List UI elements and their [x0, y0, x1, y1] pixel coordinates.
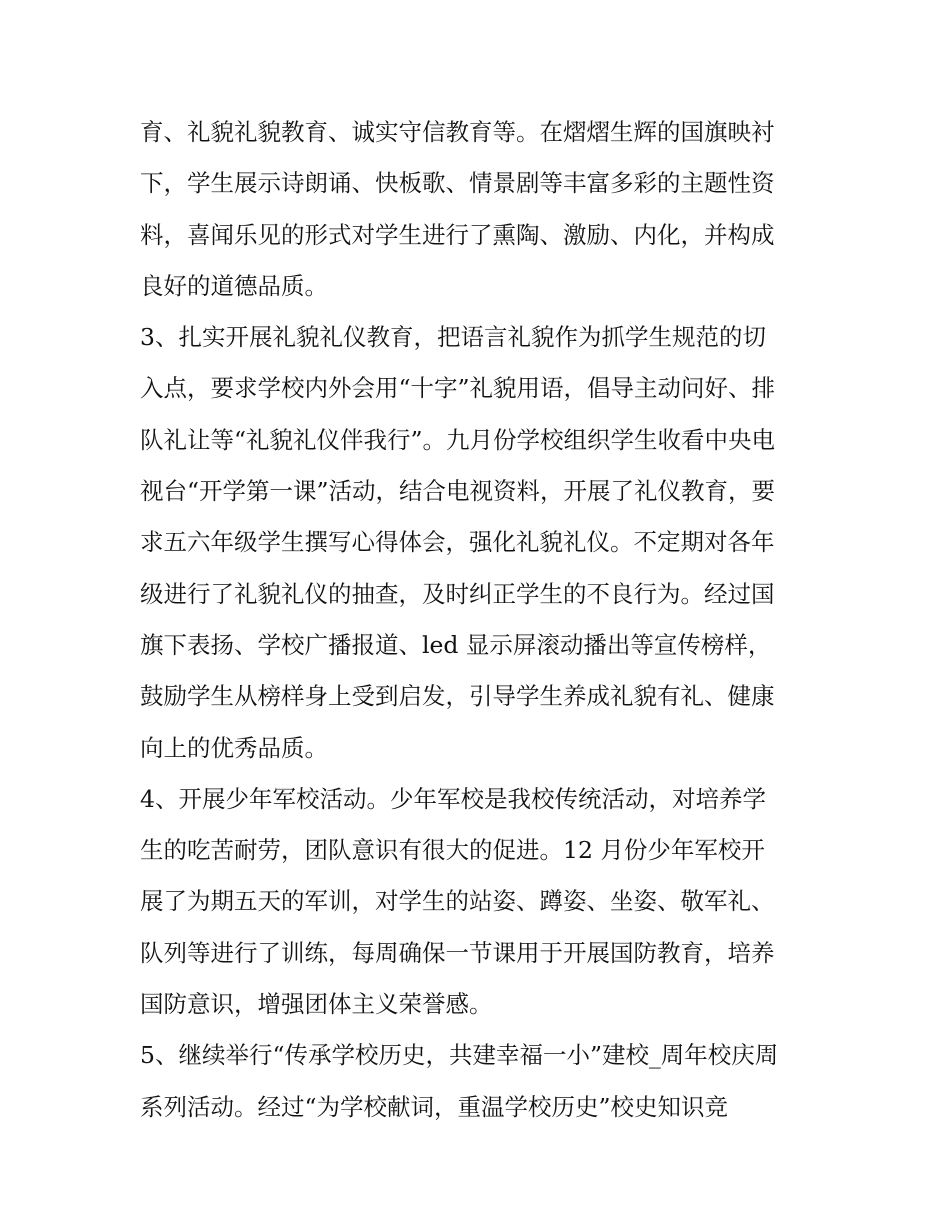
text-line: 队列等进行了训练，每周确保一节课用于开展国防教育，培养	[140, 938, 775, 967]
text-line: 4、开展少年军校活动。少年军校是我校传统活动，对培养学	[140, 784, 766, 813]
text-line: 系列活动。经过“为学校献词，重温学校历史”校史知识竞	[140, 1092, 729, 1121]
text-line: 旗下表扬、学校广播报道、led 显示屏滚动播出等宣传榜样，	[140, 630, 772, 659]
text-line: 鼓励学生从榜样身上受到启发，引导学生养成礼貌有礼、健康	[140, 682, 775, 711]
document-body	[140, 107, 820, 1133]
paragraph-school-anniversary	[140, 1030, 820, 1133]
text-line: 良好的道德品质。	[140, 271, 328, 300]
text-line: 队礼让等“礼貌礼仪伴我行”。九月份学校组织学生收看中央电	[140, 425, 776, 454]
text-line: 入点，要求学校内外会用“十字”礼貌用语，倡导主动问好、排	[140, 374, 776, 403]
text-line: 生的吃苦耐劳，团队意识有很大的促进。12 月份少年军校开	[140, 836, 765, 865]
text-line: 3、扎实开展礼貌礼仪教育，把语言礼貌作为抓学生规范的切	[140, 323, 766, 352]
text-line: 育、礼貌礼貌教育、诚实守信教育等。在熠熠生辉的国旗映衬	[140, 118, 775, 146]
text-line: 级进行了礼貌礼仪的抽查，及时纠正学生的不良行为。经过国	[140, 579, 775, 608]
text-line: 料，喜闻乐见的形式对学生进行了熏陶、激励、内化，并构成	[140, 220, 775, 249]
text-line: 求五六年级学生撰写心得体会，强化礼貌礼仪。不定期对各年	[140, 528, 775, 557]
text-line: 向上的优秀品质。	[140, 733, 328, 762]
text-line: 国防意识，增强团体主义荣誉感。	[140, 990, 493, 1019]
text-line: 视台“开学第一课”活动，结合电视资料，开展了礼仪教育，要	[140, 477, 776, 506]
paragraph-youth-military-school	[140, 774, 820, 1030]
text-line: 下，学生展示诗朗诵、快板歌、情景剧等丰富多彩的主题性资	[140, 169, 775, 198]
paragraph-etiquette-education	[140, 312, 820, 774]
text-line: 5、继续举行“传承学校历史，共建幸福一小”建校_周年校庆周	[140, 1041, 779, 1070]
text-line: 展了为期五天的军训，对学生的站姿、蹲姿、坐姿、敬军礼、	[140, 887, 775, 916]
paragraph-moral-education	[140, 107, 820, 312]
